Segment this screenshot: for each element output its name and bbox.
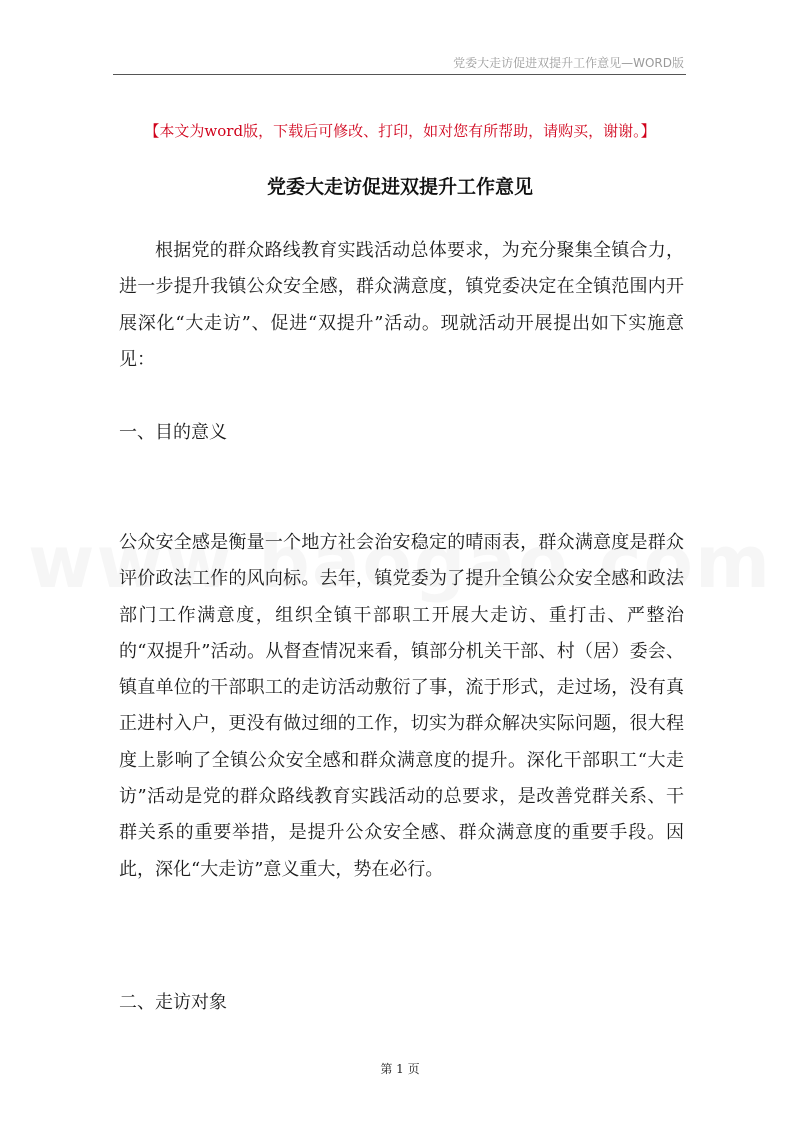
section-heading-purpose: 一、目的意义 <box>119 422 227 443</box>
purchase-notice: 【本文为word版，下载后可修改、打印，如对您有所帮助，请购买，谢谢。】 <box>144 122 656 140</box>
section-body-purpose: 公众安全感是衡量一个地方社会治安稳定的晴雨表，群众满意度是群众评价政法工作的风向标。去年，镇党委为了提升全镇公众安全感和政法部门工作满意度，组织全镇干部职工开展大走访、重打击、严整治的“双提升”活动。从督查情况来看，镇部分机关干部、村（居）委会、镇直单位的干部职工的走访活动敷衍了事，流于形式，走过场，没有真正进村入户，更没有做过细的工作，切实为群众解决实际问题，很大程度上影响了全镇公众安全感和群众满意度的提升。深化干部职工“大走访”活动是党的群众路线教育实践活动的总要求，是改善党群关系、干群关系的重要举措，是提升公众安全感、群众满意度的重要手段。因此，深化“大走访”意义重大，势在必行。 <box>119 532 684 880</box>
section-heading-visit-targets: 二、走访对象 <box>119 992 227 1013</box>
intro-paragraph: 根据党的群众路线教育实践活动总体要求，为充分聚集全镇合力，进一步提升我镇公众安全感，群众满意度，镇党委决定在全镇范围内开展深化“大走访”、促进“双提升”活动。现就活动开展提出如下实施意见： <box>119 240 684 370</box>
running-header: 党委大走访促进双提升工作意见—WORD版 <box>453 56 684 70</box>
header-divider <box>113 74 686 75</box>
document-title: 党委大走访促进双提升工作意见 <box>266 176 533 198</box>
page-number: 第 1 页 <box>380 1062 420 1076</box>
